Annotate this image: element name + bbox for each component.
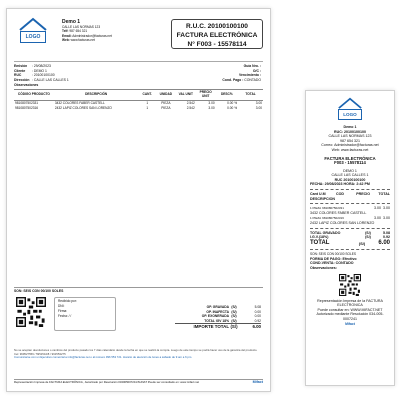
item-price: 3.00 <box>374 206 381 211</box>
company-name: Demo 1 <box>62 19 81 25</box>
ruc-label: RUC <box>14 73 22 78</box>
cell-qty: 1 <box>146 101 149 106</box>
received-box <box>54 297 116 331</box>
ticket-phone: 987 654 321 <box>340 138 360 143</box>
cell-desc: 3432 COLORES FABER CASTELL <box>54 101 105 106</box>
importe-total-row <box>175 323 261 330</box>
invoice-header <box>14 15 263 55</box>
total-label: OP. EXONERADA <box>201 314 229 319</box>
col-header: CANT. <box>139 90 156 101</box>
col-header: TOTAL <box>238 90 263 101</box>
mifact-logo-icon: Mifact <box>252 380 263 384</box>
cell-code: 9810807502331 <box>15 101 39 106</box>
cell-total: 3.00 <box>255 101 262 106</box>
guia-label: Guía Nro. : <box>243 64 261 68</box>
ticket-web: Web: www.facturas.net <box>331 147 369 152</box>
cell-qty: 1 <box>146 106 149 111</box>
ticket-doc-type: FACTURA ELECTRÓNICA <box>324 155 376 161</box>
cell-total: 3.00 <box>255 106 262 111</box>
ticket-receipt <box>305 90 395 386</box>
ticket-authorization: Autorizado mediante Resolución 034-005-0007241 <box>316 312 384 322</box>
direccion-value: : CALLE LAS CALLES 1 <box>32 77 69 82</box>
item-price: 3.00 <box>374 216 381 221</box>
house-logo-icon <box>330 97 370 123</box>
items-table <box>14 89 263 287</box>
cell-code: 9810807502316 <box>15 106 39 111</box>
cell-price: 3.00 <box>208 101 215 106</box>
company-info <box>62 19 112 43</box>
ticket-son: SON: SEIS CON 00/100 SOLES <box>310 252 357 257</box>
received-dni: DNI: <box>58 303 65 308</box>
ticket-obs: Observaciones: <box>310 266 337 271</box>
tot-value: 6.00 <box>378 239 390 246</box>
total-row <box>175 319 261 324</box>
cell-unit: PIEZA <box>161 106 171 111</box>
web-label: Web: <box>62 38 70 43</box>
ticket-cond-venta: COND.VENTA: CONTADO <box>310 261 354 266</box>
amount-in-words: SON: SEIS CON 00/100 SOLES <box>14 287 263 293</box>
company-email: Administrador@facturas.net <box>72 33 112 38</box>
qr-code-icon <box>16 297 46 327</box>
tot-label: TOTAL <box>310 239 330 246</box>
col-header: DESCRIPCIÓN <box>54 90 139 101</box>
cell-unit: PIEZA <box>161 101 171 106</box>
ticket-ruc: RUC: 20100100100 <box>334 129 366 134</box>
ticket-col-header: Cant U.M <box>310 191 326 196</box>
importe-total-label: IMPORTE TOTAL <box>193 324 229 330</box>
emision-label: Emisión <box>14 64 28 68</box>
col-header: VAL UNIT <box>176 90 196 101</box>
total-sym: (S/) <box>231 304 237 309</box>
total-value: 0.00 <box>254 314 261 319</box>
note-contact: Comunicarse con un Ejecutivo comercial a info@facturas.net o al número 996 553 721. Horario de atención de lunes a sábado de 9 am a 6 pm. <box>14 355 193 360</box>
note-returns: No se aceptan devoluciones o cambios del producto pasado los 7 días calendario desde la fecha en que se realizó la compra. Luego de este tiempo se podrá hacer uso de la garantía del producto. Cel: 969527556 / 5951544/8 / 961553275 <box>14 347 258 356</box>
doc-number: N° F003 - 15578114 <box>187 41 247 48</box>
total-label: OP. GRAVADA <box>206 304 229 309</box>
ticket-item <box>310 206 390 215</box>
qr-code-icon <box>339 274 361 296</box>
received-title: Recibido por: <box>58 298 77 303</box>
item-code: 9810807502316 <box>322 216 344 221</box>
col-header: DESC% <box>216 90 238 101</box>
col-header: UNIDAD <box>156 90 176 101</box>
logo-text: LOGO <box>338 109 362 120</box>
ticket-doc-number: F003 - 15578114 <box>334 159 366 165</box>
ticket-date: FECHA: 29/08/2023 HORA: 2:42 PM <box>310 182 370 187</box>
company-address: CALLE LAS NORMAS 123 <box>62 25 101 29</box>
item-total: 3.00 <box>383 206 390 211</box>
importe-total-value: 6.00 <box>252 324 261 330</box>
cell-val-unit: 2.542 <box>186 101 195 106</box>
oc-label: O/C : <box>252 68 261 73</box>
notes <box>14 349 263 360</box>
direccion-label: Dirección <box>14 77 30 82</box>
item-desc: 3432 COLORES FABER CASTELL <box>310 210 367 215</box>
total-value: 5.08 <box>254 304 261 309</box>
ticket-client-address: CALLE LAS CALLES 1 <box>331 173 369 178</box>
importe-total-sym: (S/) <box>230 324 238 330</box>
customer-info <box>14 61 263 89</box>
col-header: CÓDIGO PRODUCTO <box>14 90 54 101</box>
item-code: 9810807502331 <box>322 206 344 211</box>
mifact-logo-icon: Mifact <box>345 321 355 326</box>
ticket-item <box>310 216 390 225</box>
ticket-email: Correo: Administrador@facturas.net <box>321 143 379 148</box>
ticket-col-header: COD <box>336 191 344 196</box>
doc-type: FACTURA ELECTRÓNICA <box>176 32 258 39</box>
ticket-col-header: PRECIO <box>356 191 370 196</box>
company-phone: 987 654 321 <box>69 29 88 34</box>
item-desc: 2432 LAPIZ COLORES SAN LORENZO <box>310 220 375 225</box>
ticket-company: Demo 1 <box>343 125 357 129</box>
pago-label: Cond. Pago : <box>222 77 244 82</box>
ticket-client: DEMO 1 <box>343 168 357 173</box>
received-firma: Firma: <box>58 308 68 313</box>
cliente-value: : DEMO 1 <box>32 68 47 73</box>
cell-desc-pct: 0.00 % <box>227 106 238 111</box>
tot-sym: (S/) <box>365 235 371 240</box>
ticket-address: CALLE LAS NORMAS 123 <box>328 134 372 139</box>
ruc-value: : 20100100100 <box>32 73 55 78</box>
tot-sym: (S/) <box>358 240 366 246</box>
ruc-box <box>171 19 263 49</box>
total-sym: (S/) <box>231 309 237 314</box>
cell-val-unit: 2.542 <box>186 106 195 111</box>
item-qty: 1 PIEZA <box>310 216 322 221</box>
tot-label: I.G.V.(18%) <box>310 235 329 240</box>
ticket-total <box>310 240 390 248</box>
ticket-client-ruc: RUC 20100100100 <box>334 177 366 182</box>
footer-text: Representación Impresa de FACTURA ELECTRÓNICA , Autorizado por Resolución 034005007241/SUNAT Puede ser consultado en: www.mifact.net <box>14 380 200 384</box>
tot-value: 0.92 <box>383 235 390 240</box>
total-value: 0.00 <box>254 309 261 314</box>
ticket-consult: Puede consultar en: WWW.MIFACT.NET <box>317 307 383 312</box>
company-web: www.facturas.net <box>70 38 95 43</box>
col-header: PRECIO UNIT <box>196 90 216 101</box>
table-header-row <box>14 90 263 101</box>
house-logo-icon <box>14 17 52 49</box>
email-label: Email: <box>62 33 72 38</box>
cell-price: 3.00 <box>208 106 215 111</box>
venc-label: Vencimiento : <box>238 73 261 78</box>
invoice-bottom <box>14 295 263 345</box>
ticket-col-headers <box>310 192 390 197</box>
tot-value: 5.08 <box>383 230 390 235</box>
ticket-col-header: TOTAL <box>378 191 390 196</box>
received-fecha: Fecha: / / <box>58 313 72 318</box>
tot-label: TOTAL GRAVADO <box>310 230 341 235</box>
tot-sym: (S/) <box>365 230 371 235</box>
cliente-label: Cliente <box>14 68 26 73</box>
ticket-forma-pago: FORMA DE PAGO: Efectivo <box>310 256 357 261</box>
totals-block <box>175 305 261 330</box>
emision-value: : 29/08/2023 <box>32 64 51 68</box>
item-total: 3.00 <box>383 216 390 221</box>
ticket-representation: Representación Impresa de la FACTURA ELECTRONICA <box>317 298 383 308</box>
cell-desc-pct: 0.00 % <box>227 101 238 106</box>
invoice-footer <box>14 379 263 385</box>
total-value: 0.92 <box>254 318 261 323</box>
total-sym: (S/) <box>231 314 237 319</box>
a4-invoice <box>6 8 271 392</box>
item-qty: 1 PIEZA <box>310 206 322 211</box>
phone-label: Telf: <box>62 29 69 34</box>
cell-desc: 2432 LAPIZ COLORES SAN LORENZO <box>54 106 112 111</box>
doc-ruc: R.U.C. 20100100100 <box>186 23 248 30</box>
logo-text: LOGO <box>20 31 46 43</box>
total-label: OP. INAFECTA <box>206 309 229 314</box>
total-label: TOTAL IGV 18% <box>204 318 229 323</box>
observaciones-label: Observaciones <box>14 83 39 87</box>
table-filler <box>14 111 263 287</box>
pago-value: CONTADO <box>244 77 261 82</box>
total-sym: (S/) <box>231 318 237 323</box>
ticket-desc-header: DESCRIPCION <box>310 196 335 201</box>
